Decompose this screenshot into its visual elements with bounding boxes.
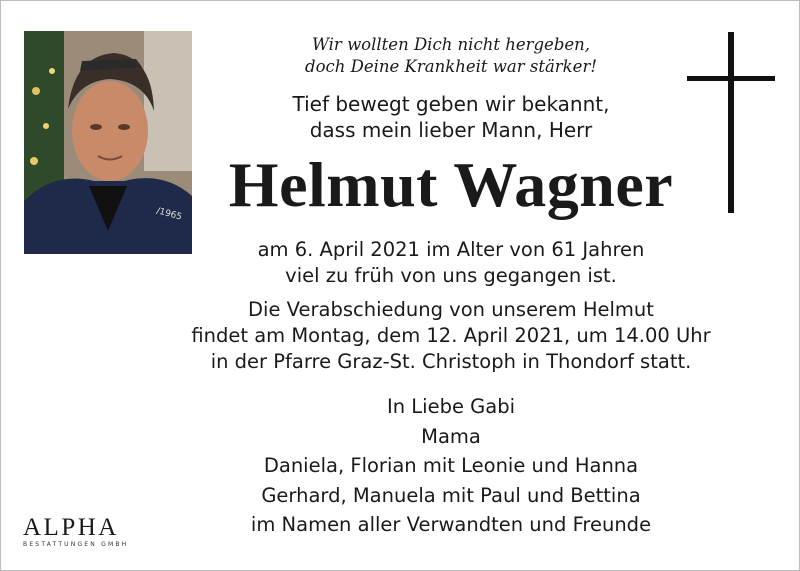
- logo-subtitle: BESTATTUNGEN GMBH: [23, 541, 129, 548]
- mourner-line: Gerhard, Manuela mit Paul und Bettina: [261, 483, 641, 507]
- mourner-line: Mama: [421, 424, 481, 448]
- mourner-line: im Namen aller Verwandten und Freunde: [250, 513, 652, 536]
- mourner-line: Daniela, Florian mit Leonie und Hanna: [263, 454, 639, 477]
- motto-line: Wir wollten Dich nicht hergeben,: [311, 35, 591, 54]
- motto: [201, 34, 701, 78]
- mourner-line: In Liebe Gabi: [386, 395, 516, 418]
- announcement-line: dass mein lieber Mann, Herr: [309, 118, 593, 142]
- service-line: in der Pfarre Graz-St. Christoph in Thondorf statt.: [210, 350, 692, 373]
- deceased-name: Helmut Wagner: [228, 149, 674, 220]
- service-info: [151, 297, 751, 375]
- portrait-illustration: [24, 31, 192, 254]
- death-notice: [201, 237, 701, 289]
- death-notice-line: viel zu früh von uns gegangen ist.: [285, 264, 617, 287]
- announcement-line: Tief bewegt geben wir bekannt,: [292, 92, 610, 116]
- motto-line: doch Deine Krankheit war stärker!: [305, 57, 597, 76]
- announcement: [201, 91, 701, 143]
- funeral-home-logo: [23, 515, 133, 549]
- jacket-print: /1965: [155, 206, 183, 223]
- portrait-photo: [24, 31, 192, 254]
- service-line: findet am Montag, dem 12. April 2021, um 14.00 Uhr: [191, 324, 711, 347]
- death-notice-line: am 6. April 2021 im Alter von 61 Jahren: [257, 238, 645, 261]
- mourners-list: [201, 392, 701, 540]
- logo-wordmark: ALPHA: [23, 514, 119, 541]
- service-line: Die Verabschiedung von unserem Helmut: [248, 298, 654, 321]
